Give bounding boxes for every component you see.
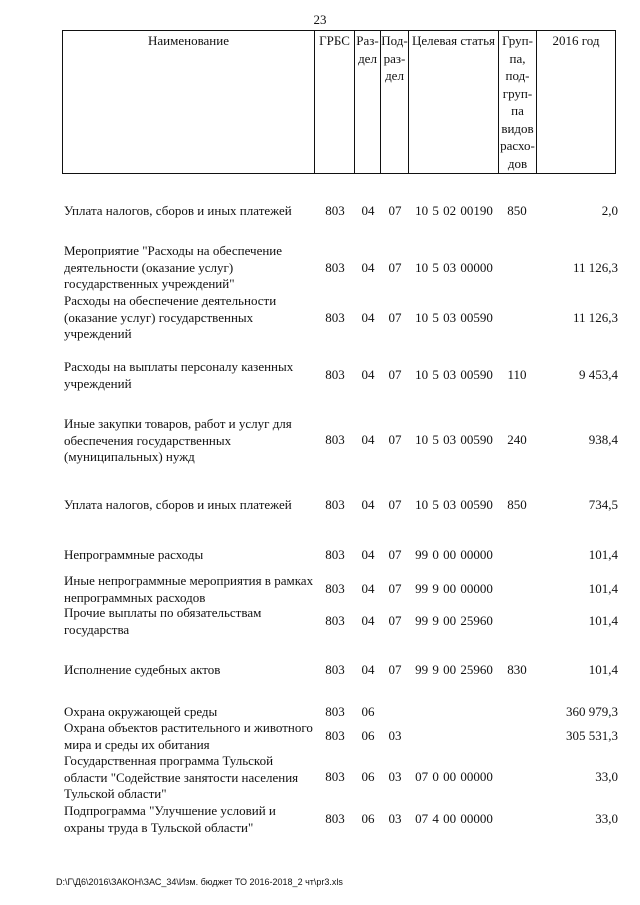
row-amount: 33,0 [595,769,618,784]
row-amount: 2,0 [601,203,618,218]
row-celevaya: 10 5 03 00590 [415,367,493,382]
row-amount: 101,4 [588,613,618,628]
row-name: Уплата налогов, сборов и иных платежей [64,497,292,512]
row-razdel: 06 [361,769,375,784]
row-gruppa: 850 [507,497,527,512]
column-header-razdel: Раз- дел [354,30,380,174]
column-header-podrazdel: Под- раз- дел [380,30,408,174]
row-name: Иные непрограммные мероприятия в рамках непрограммных расходов [64,573,314,605]
row-razdel: 04 [361,662,375,677]
row-razdel: 04 [361,203,375,218]
row-name: Подпрограмма "Улучшение условий и охраны труда в Тульской области" [64,803,276,835]
row-razdel: 06 [361,728,375,743]
row-amount: 11 126,3 [572,310,618,325]
row-razdel: 06 [361,704,375,719]
row-celevaya: 10 5 02 00190 [415,203,493,218]
row-razdel: 04 [361,432,375,447]
row-podrazdel: 07 [388,613,402,628]
row-grbs: 803 [325,613,345,628]
column-header-celevaya: Целевая статья [408,30,498,174]
row-name: Расходы на выплаты персоналу казенных учреждений [64,359,294,391]
row-grbs: 803 [325,769,345,784]
row-grbs: 803 [325,310,345,325]
row-razdel: 06 [361,811,375,826]
row-razdel: 04 [361,260,375,275]
row-name: Государственная программа Тульской области "Содействие занятости населения Тульской области" [64,753,299,801]
row-celevaya: 99 0 00 00000 [415,547,493,562]
row-celevaya: 10 5 03 00000 [415,260,493,275]
row-grbs: 803 [325,547,345,562]
row-amount: 360 979,3 [566,704,618,719]
row-grbs: 803 [325,497,345,512]
row-podrazdel: 07 [388,432,402,447]
row-amount: 101,4 [588,662,618,677]
row-grbs: 803 [325,203,345,218]
row-celevaya: 07 0 00 00000 [415,769,493,784]
row-name: Охрана объектов растительного и животного мира и среды их обитания [64,720,313,752]
row-name: Исполнение судебных актов [64,662,221,677]
row-razdel: 04 [361,497,375,512]
row-celevaya: 07 4 00 00000 [415,811,493,826]
column-header-year: 2016 год [536,30,616,174]
row-razdel: 04 [361,310,375,325]
row-grbs: 803 [325,728,345,743]
row-grbs: 803 [325,432,345,447]
row-name: Расходы на обеспечение деятельности (оказание услуг) государственных учреждений [64,293,277,341]
row-name: Охрана окружающей среды [64,704,218,719]
row-grbs: 803 [325,811,345,826]
row-amount: 734,5 [588,497,618,512]
row-gruppa: 830 [507,662,527,677]
row-amount: 938,4 [588,432,618,447]
row-podrazdel: 07 [388,310,402,325]
column-header-name: Наименование [62,30,314,174]
row-gruppa: 850 [507,203,527,218]
row-podrazdel: 03 [388,728,402,743]
row-podrazdel: 03 [388,769,402,784]
row-celevaya: 10 5 03 00590 [415,497,493,512]
row-name: Непрограммные расходы [64,547,204,562]
row-name: Прочие выплаты по обязательствам государства [64,605,262,637]
row-grbs: 803 [325,662,345,677]
row-podrazdel: 07 [388,260,402,275]
row-amount: 33,0 [595,811,618,826]
row-grbs: 803 [325,704,345,719]
file-path-footer: D:\Г\Д6\2016\ЗАКОН\ЗАС_34\Изм. бюджет ТО 2016-2018_2 чт\pr3.xls [56,877,343,887]
row-podrazdel: 07 [388,581,402,596]
row-gruppa: 240 [507,432,527,447]
row-amount: 9 453,4 [579,367,618,382]
row-podrazdel: 07 [388,367,402,382]
row-amount: 101,4 [588,547,618,562]
row-name: Уплата налогов, сборов и иных платежей [64,203,292,218]
row-podrazdel: 07 [388,497,402,512]
row-razdel: 04 [361,367,375,382]
row-name: Иные закупки товаров, работ и услуг для обеспечения государственных (муниципальных) нужд [64,416,292,464]
row-podrazdel: 07 [388,662,402,677]
row-celevaya: 99 9 00 25960 [415,613,493,628]
column-header-grbs: ГРБС [314,30,354,174]
row-podrazdel: 03 [388,811,402,826]
row-celevaya: 99 9 00 00000 [415,581,493,596]
row-amount: 11 126,3 [572,260,618,275]
row-name: Мероприятие "Расходы на обеспечение деятельности (оказание услуг) государственных учреждений" [64,243,283,291]
row-razdel: 04 [361,613,375,628]
row-podrazdel: 07 [388,203,402,218]
row-celevaya: 99 9 00 25960 [415,662,493,677]
column-header-gruppa: Груп- па, под- груп- па видов расхо- дов [498,30,536,174]
row-razdel: 04 [361,581,375,596]
row-amount: 101,4 [588,581,618,596]
row-celevaya: 10 5 03 00590 [415,432,493,447]
row-grbs: 803 [325,367,345,382]
row-grbs: 803 [325,260,345,275]
row-amount: 305 531,3 [566,728,618,743]
row-podrazdel: 07 [388,547,402,562]
row-gruppa: 110 [507,367,527,382]
row-razdel: 04 [361,547,375,562]
row-celevaya: 10 5 03 00590 [415,310,493,325]
row-grbs: 803 [325,581,345,596]
page-number: 23 [313,12,327,27]
